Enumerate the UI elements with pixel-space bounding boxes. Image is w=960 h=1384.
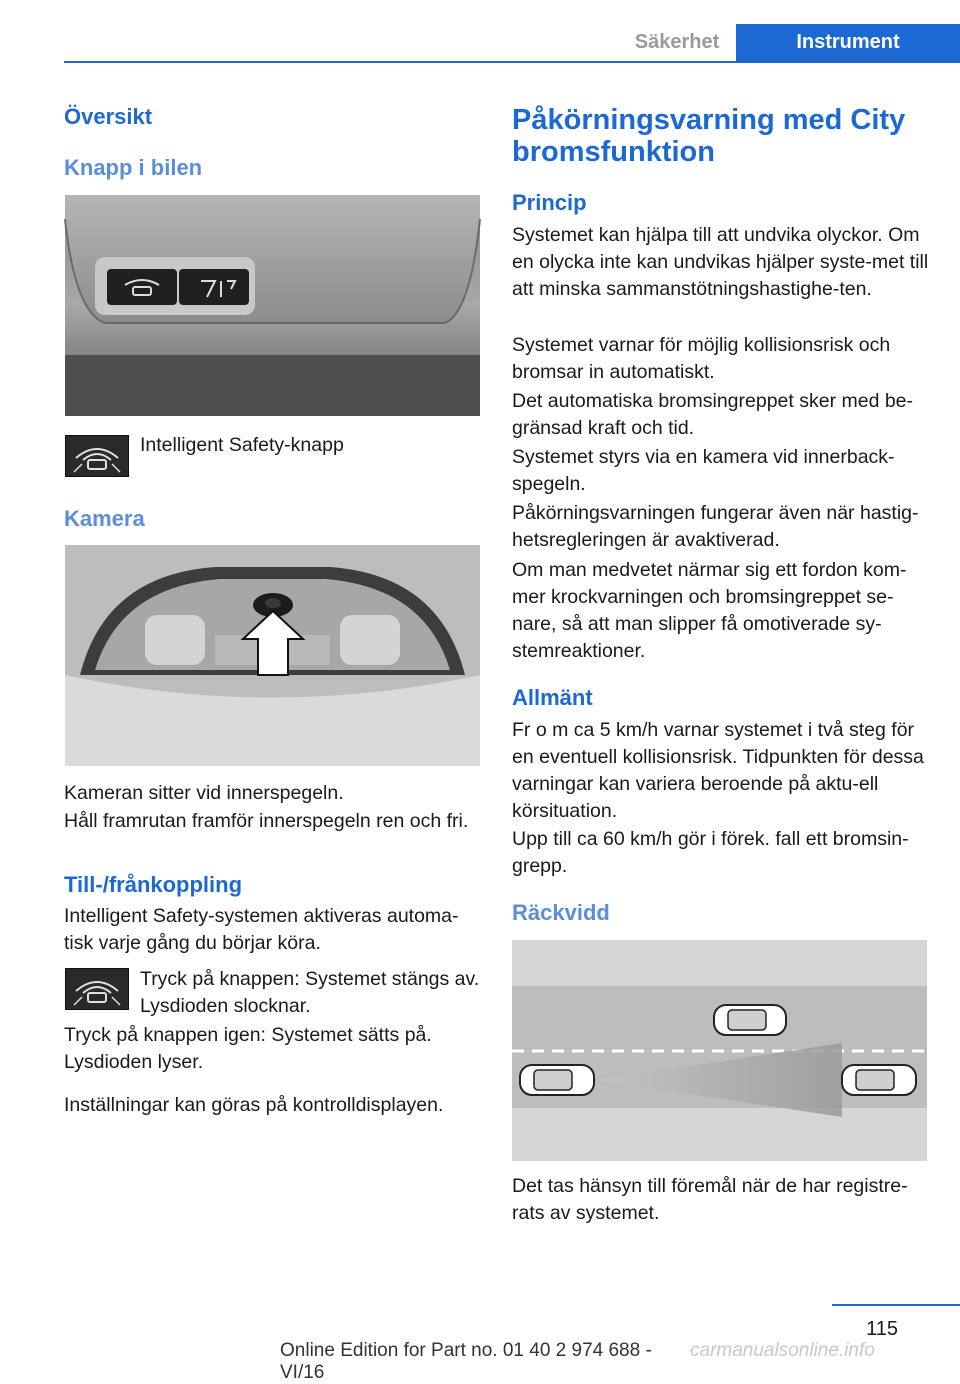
heading-kamera: Kamera [64,506,145,531]
heading-allmant: Allmänt [512,685,593,710]
button-panel-image [65,195,480,416]
intelligent-safety-button-icon-2 [65,968,129,1010]
princip-text-5: Påkörningsvarningen fungerar även när hastig‐hetsregleringen är avaktiverad. [512,502,919,551]
princip-text-3: Det automatiska bromsingreppet sker med be‐gränsad kraft och tid. [512,390,914,439]
section-tab[interactable]: Säkerhet [634,31,720,53]
icon-caption: Intelligent Safety-knapp [140,434,344,456]
footer-rule [832,1304,960,1306]
page-number: 115 [866,1318,898,1340]
allmant-text-1: Fr o m ca 5 km/h varnar systemet i två steg för en eventuell kollisionsrisk. Tidpunkten för dessa varningar kan variera beroende på aktu‐ell körsituation. [512,719,924,822]
princip-text-6: Om man medvetet närmar sig ett fordon kom‐mer krockvarningen och bromsingreppet se‐nare, så att man slipper få omotiverade sy‐stemreaktioner. [512,559,907,662]
heading-till-frankoppling: Till-/frånkoppling [64,872,243,897]
camera-image [65,545,480,766]
heading-main: Påkörningsvarning med City bromsfunktion [512,104,906,168]
range-diagram [512,940,927,1161]
header-rule [64,61,960,63]
edition-text: Online Edition for Part no. 01 40 2 974 688 - VI/16 [280,1340,652,1383]
till-text-1: Intelligent Safety-systemen aktiveras automa‐tisk varje gång du börjar köra. [64,905,459,954]
allmant-text-2: Upp till ca 60 km/h gör i förek. fall ett bromsin‐grepp. [512,828,909,877]
watermark-text: carmanualsonline.info [690,1340,875,1361]
heading-rackvidd: Räckvidd [512,900,610,925]
till-text-2: Tryck på knappen igen: Systemet sätts på. Lysdioden lyser. [64,1024,432,1073]
till-text-3: Inställningar kan göras på kontrolldisplayen. [64,1094,444,1116]
princip-text-1: Systemet kan hjälpa till att undvika olyckor. Om en olycka inte kan undvikas hjälper syste‐met till att minska sammanstötningshastighe‐ten. [512,224,929,300]
heading-oversikt: Översikt [64,104,153,129]
princip-text-2: Systemet varnar för möjlig kollisionsrisk och bromsar in automatiskt. [512,334,891,383]
rackvidd-text-1: Det tas hänsyn till föremål när de har registre‐rats av systemet. [512,1175,908,1224]
princip-text-4: Systemet styrs via en kamera vid innerback‐spegeln. [512,446,895,495]
chapter-tab[interactable]: Instrument [736,24,960,61]
heading-knapp: Knapp i bilen [64,155,203,180]
kamera-text-2: Håll framrutan framför innerspegeln ren och fri. [64,810,469,832]
till-icon-text: Tryck på knappen: Systemet stängs av. Lysdioden slocknar. [140,968,480,1017]
kamera-text-1: Kameran sitter vid innerspegeln. [64,782,344,804]
heading-princip: Princip [512,190,587,215]
intelligent-safety-button-icon [65,435,129,477]
